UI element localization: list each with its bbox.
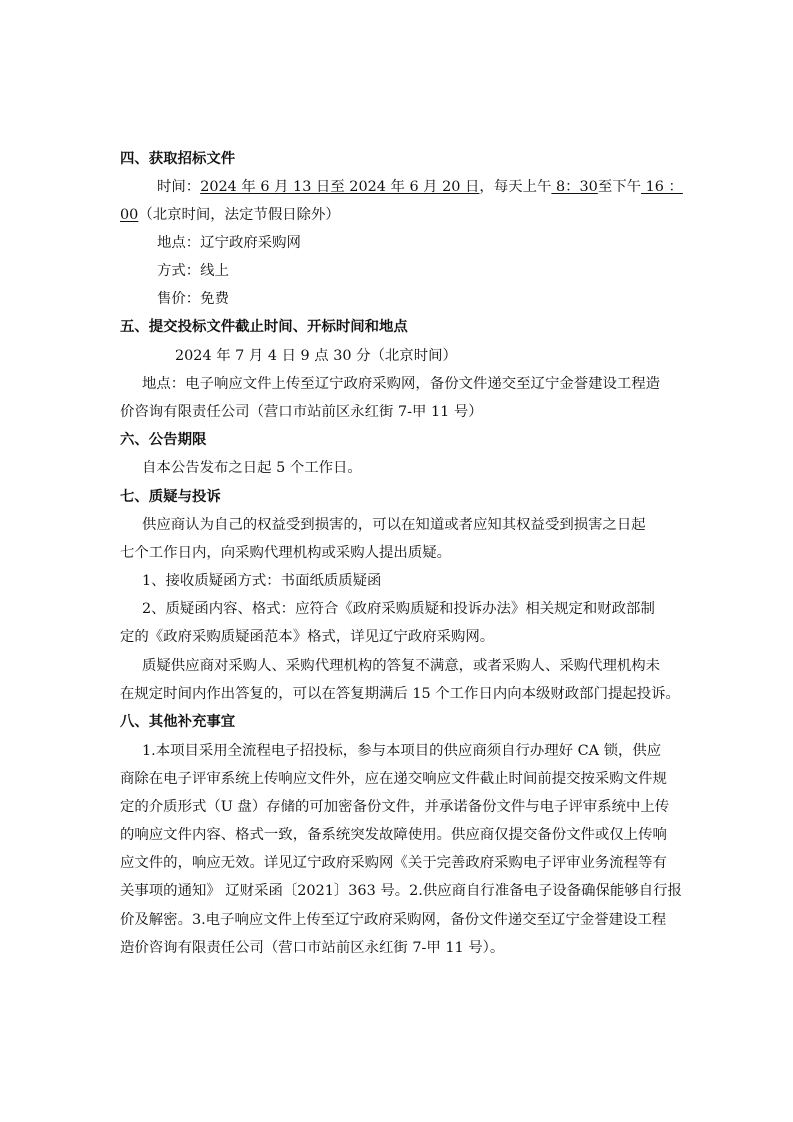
- submission-place-line-1: 地点：电子响应文件上传至辽宁政府采购网，备份文件递交至辽宁金誉建设工程造: [142, 376, 661, 392]
- notice-period-text: 自本公告发布之日起 5 个工作日。: [142, 460, 362, 476]
- section-6-heading: 六、公告期限: [120, 432, 207, 448]
- price-line: 售价：免费: [157, 291, 229, 307]
- supplement-line: 造价咨询有限责任公司（营口市站前区永红街 7-甲 11 号）。: [120, 940, 505, 956]
- time-mid-2: 至下午: [597, 179, 642, 195]
- time-line-2: [120, 205, 340, 225]
- submission-place-line-2: 价咨询有限责任公司（营口市站前区永红街 7-甲 11 号）: [120, 404, 483, 420]
- supplement-line: 的响应文件内容、格式一致，备系统突发故障使用。供应商仅提交备份文件或仅上传响: [120, 827, 667, 843]
- challenge-p2-line-2: 在规定时间内作出答复的，可以在答复期满后 15 个工作日内向本级财政部门提起投诉。: [120, 686, 680, 702]
- time-note: （北京时间，法定节假日除外）: [138, 207, 340, 223]
- time-line: [157, 177, 683, 197]
- challenge-item-2-line-2: 定的《政府采购质疑函范本》格式，详见辽宁政府采购网。: [120, 629, 495, 645]
- time-mid-1: ，每天上午: [479, 179, 552, 195]
- section-8-heading: 八、其他补充事宜: [120, 714, 236, 730]
- challenge-p1-line-2: 七个工作日内，向采购代理机构或采购人提出质疑。: [120, 545, 451, 561]
- supplement-line: 应文件的，响应无效。详见辽宁政府采购网《关于完善政府采购电子评审业务流程等有: [120, 855, 667, 871]
- supplement-line: 定的介质形式（U 盘）存储的可加密备份文件，并承诺备份文件与电子评审系统中上传: [120, 799, 670, 815]
- section-5-heading: 五、提交投标文件截止时间、开标时间和地点: [120, 319, 408, 335]
- supplement-line: 关事项的通知》 辽财采函〔2021〕363 号。2.供应商自行准备电子设备确保能够自行报: [120, 883, 682, 899]
- challenge-item-2-line-1: 2、质疑函内容、格式：应符合《政府采购质疑和投诉办法》相关规定和财政部制: [142, 601, 655, 617]
- pm-time-a: 16 ：: [641, 179, 683, 195]
- supplement-line: 1.本项目采用全流程电子招投标，参与本项目的供应商须自行办理好 CA 锁，供应: [142, 743, 662, 759]
- pm-time-b: 00: [120, 207, 139, 223]
- challenge-p1-line-1: 供应商认为自己的权益受到损害的，可以在知道或者应知其权益受到损害之日起: [142, 517, 646, 533]
- am-time: 8：30: [551, 179, 598, 195]
- time-label: 时间：: [157, 179, 201, 195]
- supplement-line: 商除在电子评审系统上传响应文件外，应在递交响应文件截止时间前提交按采购文件规: [120, 771, 667, 787]
- challenge-p2-line-1: 质疑供应商对采购人、采购代理机构的答复不满意，或者采购人、采购代理机构未: [142, 658, 661, 674]
- section-4-heading: 四、获取招标文件: [120, 151, 236, 167]
- place-line: 地点：辽宁政府采购网: [157, 235, 301, 251]
- supplement-line: 价及解密。3.电子响应文件上传至辽宁政府采购网，备份文件递交至辽宁金誉建设工程: [120, 912, 667, 928]
- challenge-item-1: 1、接收质疑函方式：书面纸质质疑函: [142, 573, 382, 589]
- section-7-heading: 七、质疑与投诉: [120, 489, 221, 505]
- time-range: 2024 年 6 月 13 日至 2024 年 6 月 20 日: [200, 179, 480, 195]
- method-line: 方式：线上: [157, 263, 229, 279]
- deadline-line: 2024 年 7 月 4 日 9 点 30 分（北京时间）: [175, 348, 457, 364]
